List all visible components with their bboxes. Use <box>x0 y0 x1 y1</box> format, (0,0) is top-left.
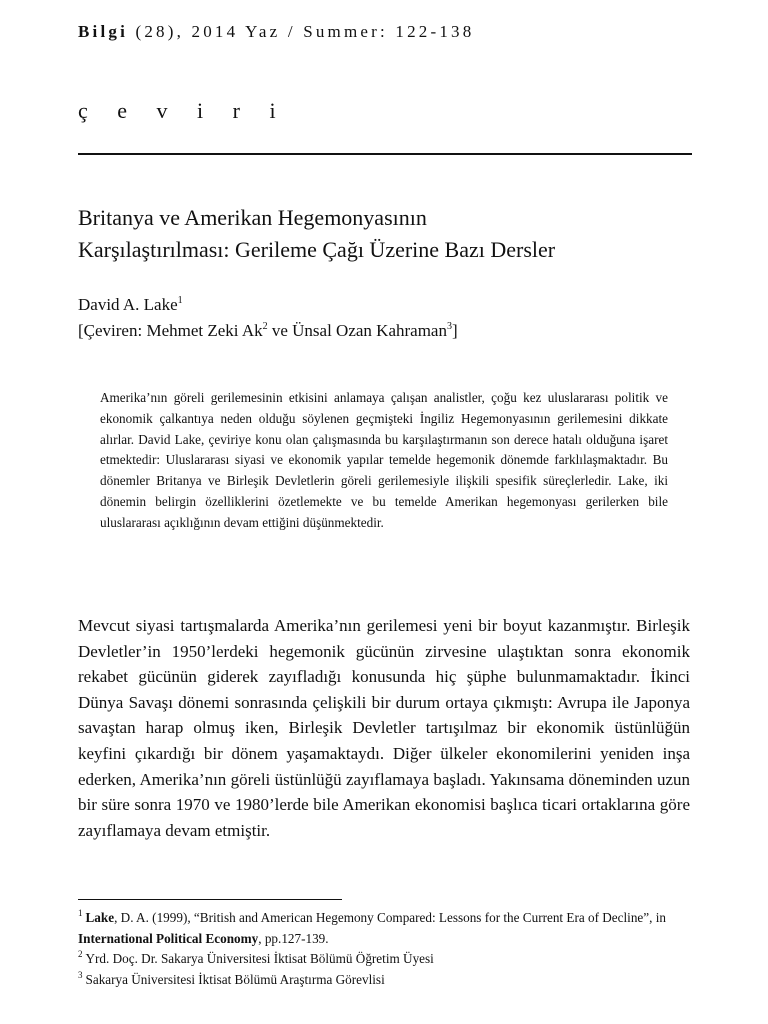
footnote-text: Sakarya Üniversitesi İktisat Bölümü Araştırma Görevlisi <box>85 971 385 987</box>
journal-issue: (28), 2014 Yaz / Summer: 122-138 <box>128 22 475 41</box>
footnote-divider <box>78 899 342 900</box>
journal-name: Bilgi <box>78 22 129 41</box>
article-title <box>78 202 555 266</box>
footnote-ref-1: 1 <box>177 295 183 306</box>
author-name: David A. Lake <box>78 295 178 314</box>
footnote-3 <box>78 970 690 991</box>
translators-middle: ve Ünsal Ozan Kahraman <box>267 321 447 340</box>
footnote-pages: , pp.127-139. <box>258 930 329 946</box>
footnote-text: Yrd. Doç. Dr. Sakarya Üniversitesi İktisat Bölümü Öğretim Üyesi <box>85 951 434 967</box>
abstract: Amerika’nın göreli gerilemesinin etkisini anlamaya çalışan analistler, çoğu kez uluslararası politik ve ekonomik çalkantıya neden olduğu söylenen geçmişteki İngiliz Hegemonyasının gerilemesini dikkate alırlar. David Lake, çeviriye konu olan çalışmasında bu karşılaştırmanın son derece hatalı olduğuna işaret etmektedir: Uluslararası siyasi ve ekonomik yapılar temelde hegemonik dönemde farklılaşmaktadır. Bu dönemler Britanya ve Birleşik Devletlerin göreli gerilemesiyle ilişkili spesifik süreçlerledir. Lake, iki dönemin belirgin özelliklerini özetlemekte ve bu temelde Amerikan hegemonyası gerilerken bile uluslararası açıklığının devam ettiğini düşünmektedir. <box>100 390 668 530</box>
journal-header <box>78 22 474 42</box>
author-block <box>78 292 458 344</box>
footnote-number: 2 <box>78 949 83 960</box>
translators-suffix: ] <box>451 321 458 340</box>
header-divider <box>78 153 692 155</box>
footnote-ref-2: 2 <box>262 321 268 332</box>
title-line-2: Karşılaştırılması: Gerileme Çağı Üzerine Bazı Dersler <box>78 237 556 262</box>
footnotes <box>78 908 690 990</box>
author-line <box>78 292 458 318</box>
footnote-author: Lake <box>85 910 115 925</box>
translators-line <box>78 318 458 344</box>
footnote-ref-3: 3 <box>446 321 452 332</box>
footnote-citation: , D. A. (1999), “British and American Hegemony Compared: Lessons for the Current Era of Decline”, in <box>114 910 666 925</box>
footnote-number: 1 <box>78 908 83 918</box>
footnote-2 <box>78 949 690 970</box>
section-label: ç e v i r i <box>78 98 278 123</box>
footnote-number: 3 <box>78 969 83 980</box>
translators-prefix: [Çeviren: Mehmet Zeki Ak <box>78 321 263 340</box>
footnote-1 <box>78 908 690 949</box>
footnote-book: International Political Economy <box>78 930 259 946</box>
title-line-1: Britanya ve Amerikan Hegemonyasının <box>78 205 427 230</box>
body-paragraph: Mevcut siyasi tartışmalarda Amerika’nın gerilemesi yeni bir boyut kazanmıştır. Birleşik Devletler’in 1950’lerdeki hegemonik gücünün zirvesine ulaştıktan sonra ekonomik rekabet gücünün giderek zayıfladığı konusunda hiç şüphe bulunmamaktadır. İkinci Dünya Savaşı dönemi sonrasında çelişkili bir durum ortaya çıkmıştı: Avrupa ile Japonya savaştan harap olmuş iken, Birleşik Devletler tartışılmaz bir ekonomik üstünlüğün keyfini çıkardığı bir dönem yaşamaktaydı. Diğer ülkeler ekonomilerini yeniden inşa ederken, Amerika’nın göreli üstünlüğü zayıflamaya başladı. Yakınsama döneminden uzun bir süre sonra 1970 ve 1980’lerde bile Amerikan ekonomisi başlıca ticari ortaklarına göre zayıflamaya devam etmiştir. <box>78 616 690 840</box>
